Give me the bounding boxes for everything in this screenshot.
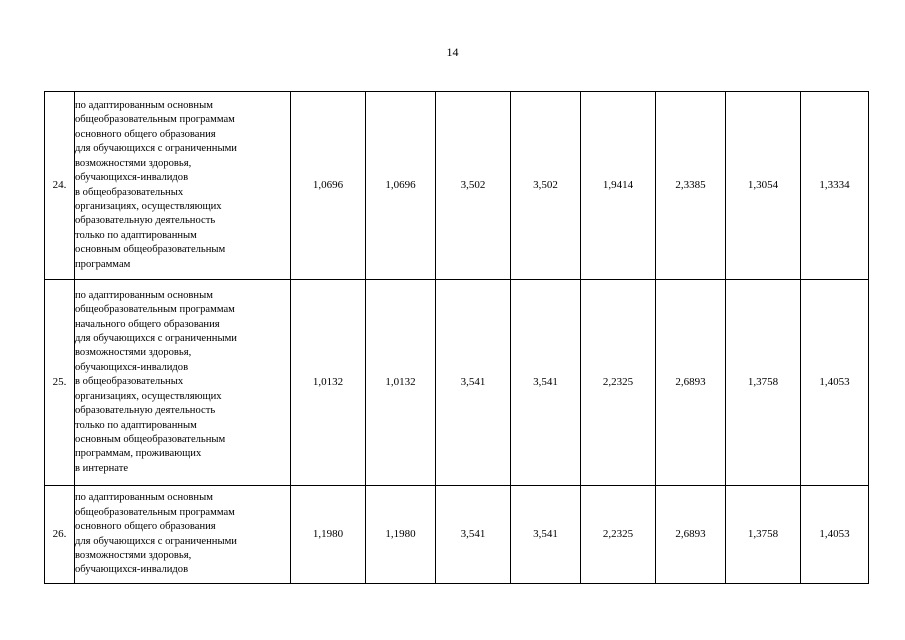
description-line: общеобразовательным программам <box>75 304 235 316</box>
table-row <box>45 486 869 584</box>
value-cell: 1,0132 <box>366 280 436 486</box>
description-line: возможностями здоровья, <box>75 347 192 359</box>
description-line: для обучающихся с ограниченными <box>75 143 237 155</box>
description-line: по адаптированным основным <box>75 492 213 504</box>
description-line: в общеобразовательных <box>75 376 184 388</box>
value-cell: 3,541 <box>511 486 581 584</box>
value-cell: 1,0132 <box>291 280 366 486</box>
value-cell: 1,3054 <box>726 92 801 280</box>
row-number: 26. <box>45 486 75 584</box>
description-line: по адаптированным основным <box>75 100 213 112</box>
description-line: образовательную деятельность <box>75 405 216 417</box>
value-cell: 2,2325 <box>581 280 656 486</box>
description-line: начального общего образования <box>75 318 220 330</box>
description-line: программам <box>75 258 131 270</box>
description-line: обучающихся-инвалидов <box>75 172 189 184</box>
value-cell: 1,4053 <box>801 486 869 584</box>
value-cell: 2,2325 <box>581 486 656 584</box>
value-cell: 1,1980 <box>291 486 366 584</box>
description-line: программам, проживающих <box>75 448 202 460</box>
description-line: основным общеобразовательным <box>75 433 226 445</box>
value-cell: 1,3758 <box>726 486 801 584</box>
description-line: основным общеобразовательным <box>75 244 226 256</box>
description-line: в общеобразовательных <box>75 186 184 198</box>
description-line: возможностями здоровья, <box>75 549 192 561</box>
value-cell: 2,6893 <box>656 280 726 486</box>
description-line: общеобразовательным программам <box>75 114 235 126</box>
description-line: обучающихся-инвалидов <box>75 361 189 373</box>
value-cell: 1,0696 <box>366 92 436 280</box>
value-cell: 1,9414 <box>581 92 656 280</box>
value-cell: 1,1980 <box>366 486 436 584</box>
description-line: организациях, осуществляющих <box>75 390 222 402</box>
description-line: основного общего образования <box>75 128 216 140</box>
description-line: образовательную деятельность <box>75 215 216 227</box>
value-cell: 1,3334 <box>801 92 869 280</box>
description-line: по адаптированным основным <box>75 289 213 301</box>
page-number: 14 <box>446 45 459 59</box>
value-cell: 2,6893 <box>656 486 726 584</box>
table-row <box>45 280 869 486</box>
value-cell: 3,541 <box>436 280 511 486</box>
description-line: только по адаптированным <box>75 419 197 431</box>
value-cell: 1,4053 <box>801 280 869 486</box>
row-number: 25. <box>45 280 75 486</box>
value-cell: 3,541 <box>436 486 511 584</box>
description-line: обучающихся-инвалидов <box>75 564 189 576</box>
row-description <box>75 486 291 584</box>
description-line: возможностями здоровья, <box>75 157 192 169</box>
value-cell: 1,3758 <box>726 280 801 486</box>
value-cell: 1,0696 <box>291 92 366 280</box>
value-cell: 3,502 <box>511 92 581 280</box>
description-line: основного общего образования <box>75 521 216 533</box>
value-cell: 3,541 <box>511 280 581 486</box>
description-line: организациях, осуществляющих <box>75 200 222 212</box>
description-line: для обучающихся с ограниченными <box>75 333 237 345</box>
value-cell: 3,502 <box>436 92 511 280</box>
row-number: 24. <box>45 92 75 280</box>
row-description <box>75 92 291 280</box>
table-row <box>45 92 869 280</box>
description-line: общеобразовательным программам <box>75 506 235 518</box>
value-cell: 2,3385 <box>656 92 726 280</box>
description-line: только по адаптированным <box>75 229 197 241</box>
data-table <box>44 91 869 584</box>
description-line: в интернате <box>75 462 129 474</box>
description-line: для обучающихся с ограниченными <box>75 535 237 547</box>
row-description <box>75 280 291 486</box>
